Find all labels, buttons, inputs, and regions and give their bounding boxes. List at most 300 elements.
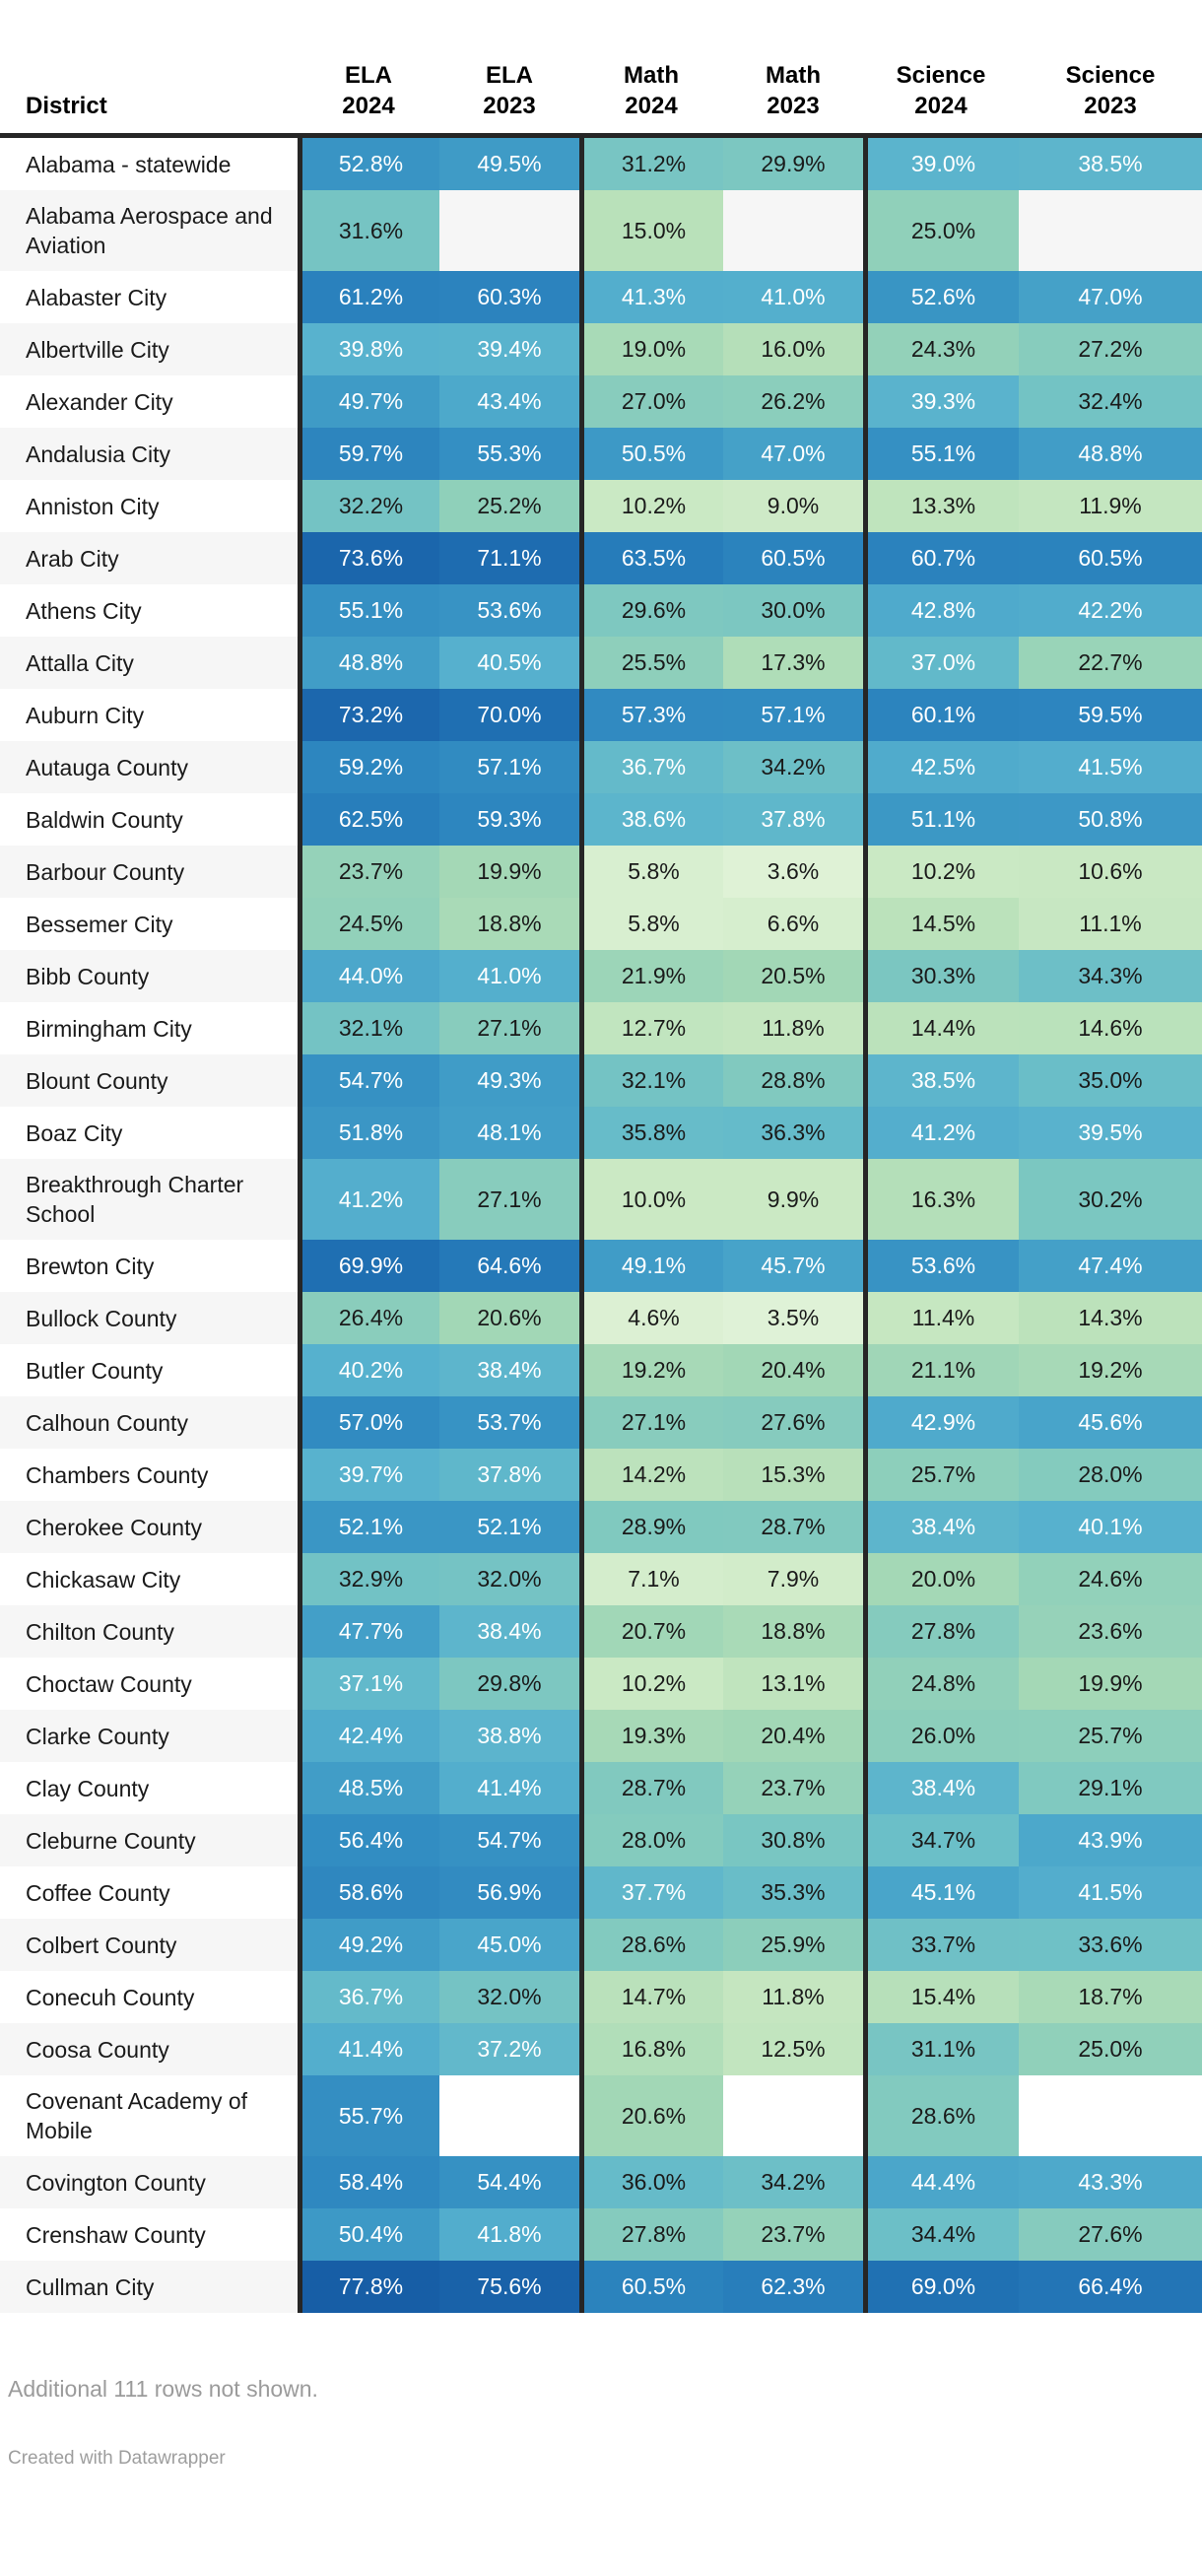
- district-cell: Colbert County: [0, 1919, 298, 1971]
- value-cell: 25.2%: [439, 480, 579, 532]
- value-cell: 41.2%: [863, 1107, 1019, 1159]
- value-cell: 13.1%: [723, 1658, 863, 1710]
- district-cell: Chambers County: [0, 1449, 298, 1501]
- value-cell: 27.1%: [439, 1002, 579, 1054]
- value-cell: 53.6%: [863, 1240, 1019, 1292]
- table-row: [0, 323, 1202, 375]
- value-cell: 23.6%: [1019, 1605, 1202, 1658]
- value-cell: 12.7%: [579, 1002, 723, 1054]
- value-cell: 63.5%: [579, 532, 723, 584]
- value-cell: 18.8%: [439, 898, 579, 950]
- value-cell: 38.5%: [863, 1054, 1019, 1107]
- district-cell: Brewton City: [0, 1240, 298, 1292]
- value-cell: 25.0%: [863, 190, 1019, 271]
- value-cell: 10.6%: [1019, 846, 1202, 898]
- value-cell: 25.7%: [1019, 1710, 1202, 1762]
- value-cell: 52.6%: [863, 271, 1019, 323]
- table-row: [0, 793, 1202, 846]
- table-row: [0, 1605, 1202, 1658]
- value-cell: 62.5%: [298, 793, 439, 846]
- value-cell: 52.8%: [298, 138, 439, 190]
- value-cell: 51.1%: [863, 793, 1019, 846]
- value-cell: 7.1%: [579, 1553, 723, 1605]
- value-cell: 29.1%: [1019, 1762, 1202, 1814]
- table-row: [0, 1240, 1202, 1292]
- district-cell: Athens City: [0, 584, 298, 637]
- column-header-subject: Math: [766, 62, 821, 89]
- value-cell: 75.6%: [439, 2261, 579, 2313]
- value-cell: 27.8%: [863, 1605, 1019, 1658]
- value-cell: 27.8%: [579, 2208, 723, 2261]
- value-cell: 16.3%: [863, 1159, 1019, 1240]
- value-cell: 45.7%: [723, 1240, 863, 1292]
- table-row: [0, 1762, 1202, 1814]
- table-row: [0, 480, 1202, 532]
- value-cell: 42.9%: [863, 1396, 1019, 1449]
- value-cell: 34.2%: [723, 2156, 863, 2208]
- value-cell: 20.0%: [863, 1553, 1019, 1605]
- value-cell: 27.6%: [1019, 2208, 1202, 2261]
- value-cell: 39.3%: [863, 375, 1019, 428]
- value-cell: 41.2%: [298, 1159, 439, 1240]
- value-cell: 34.7%: [863, 1814, 1019, 1866]
- value-cell: 41.4%: [298, 2023, 439, 2075]
- value-cell: 38.4%: [863, 1501, 1019, 1553]
- rows-not-shown-note: Additional 111 rows not shown.: [8, 2376, 318, 2402]
- table-row: [0, 1107, 1202, 1159]
- value-cell: 66.4%: [1019, 2261, 1202, 2313]
- value-cell: 37.0%: [863, 637, 1019, 689]
- value-cell: 19.2%: [579, 1344, 723, 1396]
- value-cell: 35.8%: [579, 1107, 723, 1159]
- value-cell: 20.4%: [723, 1344, 863, 1396]
- value-cell: 40.5%: [439, 637, 579, 689]
- value-cell: 9.0%: [723, 480, 863, 532]
- value-cell: 55.3%: [439, 428, 579, 480]
- value-cell: 22.7%: [1019, 637, 1202, 689]
- district-cell: Baldwin County: [0, 793, 298, 846]
- value-cell: 50.8%: [1019, 793, 1202, 846]
- value-cell: 5.8%: [579, 898, 723, 950]
- value-cell: 28.7%: [579, 1762, 723, 1814]
- district-cell: Alabama - statewide: [0, 138, 298, 190]
- value-cell: 10.2%: [579, 1658, 723, 1710]
- table-row: [0, 1658, 1202, 1710]
- value-cell: 37.1%: [298, 1658, 439, 1710]
- value-cell: 41.4%: [439, 1762, 579, 1814]
- value-cell: 42.4%: [298, 1710, 439, 1762]
- table-row: [0, 1292, 1202, 1344]
- value-cell: 40.1%: [1019, 1501, 1202, 1553]
- district-cell: Chilton County: [0, 1605, 298, 1658]
- value-cell: 16.8%: [579, 2023, 723, 2075]
- value-cell: 27.6%: [723, 1396, 863, 1449]
- value-cell: 20.7%: [579, 1605, 723, 1658]
- table-row: [0, 1553, 1202, 1605]
- value-cell: 19.2%: [1019, 1344, 1202, 1396]
- value-cell: 50.4%: [298, 2208, 439, 2261]
- value-cell: 73.6%: [298, 532, 439, 584]
- value-cell: 34.3%: [1019, 950, 1202, 1002]
- value-cell: 38.4%: [439, 1344, 579, 1396]
- table-row: [0, 532, 1202, 584]
- district-cell: Coosa County: [0, 2023, 298, 2075]
- value-cell: 36.0%: [579, 2156, 723, 2208]
- value-cell: 26.4%: [298, 1292, 439, 1344]
- value-cell: 57.0%: [298, 1396, 439, 1449]
- value-cell: 23.7%: [298, 846, 439, 898]
- value-cell: [1019, 2075, 1202, 2156]
- value-cell: 59.7%: [298, 428, 439, 480]
- value-cell: 48.8%: [298, 637, 439, 689]
- district-cell: Barbour County: [0, 846, 298, 898]
- value-cell: 18.8%: [723, 1605, 863, 1658]
- district-cell: Breakthrough Charter School: [0, 1159, 298, 1240]
- column-header-subject: Science: [896, 62, 986, 89]
- column-header-year: 2023: [483, 93, 536, 119]
- table-row: [0, 2156, 1202, 2208]
- table-row: [0, 1344, 1202, 1396]
- value-cell: 21.1%: [863, 1344, 1019, 1396]
- value-cell: 43.3%: [1019, 2156, 1202, 2208]
- district-cell: Cleburne County: [0, 1814, 298, 1866]
- table-row: [0, 190, 1202, 271]
- value-cell: 60.1%: [863, 689, 1019, 741]
- column-header-subject: Science: [1065, 62, 1156, 89]
- value-cell: 28.6%: [579, 1919, 723, 1971]
- district-cell: Choctaw County: [0, 1658, 298, 1710]
- table-row: [0, 1971, 1202, 2023]
- value-cell: 53.7%: [439, 1396, 579, 1449]
- value-cell: 55.1%: [863, 428, 1019, 480]
- column-header-ela-2023: [439, 60, 579, 133]
- column-header-science-2023: [1019, 60, 1202, 133]
- district-cell: Conecuh County: [0, 1971, 298, 2023]
- district-cell: Cherokee County: [0, 1501, 298, 1553]
- value-cell: 43.9%: [1019, 1814, 1202, 1866]
- value-cell: 32.1%: [298, 1002, 439, 1054]
- value-cell: 32.4%: [1019, 375, 1202, 428]
- value-cell: 28.9%: [579, 1501, 723, 1553]
- value-cell: 25.0%: [1019, 2023, 1202, 2075]
- column-header-year: 2023: [1084, 93, 1137, 119]
- value-cell: 52.1%: [298, 1501, 439, 1553]
- value-cell: 24.8%: [863, 1658, 1019, 1710]
- value-cell: [723, 190, 863, 271]
- value-cell: 45.6%: [1019, 1396, 1202, 1449]
- value-cell: 71.1%: [439, 532, 579, 584]
- value-cell: 18.7%: [1019, 1971, 1202, 2023]
- value-cell: 27.0%: [579, 375, 723, 428]
- value-cell: 42.2%: [1019, 584, 1202, 637]
- value-cell: 19.3%: [579, 1710, 723, 1762]
- district-cell: Boaz City: [0, 1107, 298, 1159]
- value-cell: 49.3%: [439, 1054, 579, 1107]
- value-cell: 35.0%: [1019, 1054, 1202, 1107]
- value-cell: 38.4%: [863, 1762, 1019, 1814]
- table-row: [0, 1814, 1202, 1866]
- value-cell: 23.7%: [723, 1762, 863, 1814]
- value-cell: 11.9%: [1019, 480, 1202, 532]
- value-cell: 26.0%: [863, 1710, 1019, 1762]
- value-cell: 34.2%: [723, 741, 863, 793]
- value-cell: 48.8%: [1019, 428, 1202, 480]
- value-cell: 57.3%: [579, 689, 723, 741]
- value-cell: 57.1%: [723, 689, 863, 741]
- table-row: [0, 1501, 1202, 1553]
- value-cell: 14.4%: [863, 1002, 1019, 1054]
- column-header-subject: Math: [624, 62, 679, 89]
- value-cell: 14.7%: [579, 1971, 723, 2023]
- column-header-year: 2023: [767, 93, 820, 119]
- value-cell: 60.5%: [579, 2261, 723, 2313]
- value-cell: 37.7%: [579, 1866, 723, 1919]
- value-cell: 45.1%: [863, 1866, 1019, 1919]
- table-row: [0, 689, 1202, 741]
- table-header: [0, 0, 1202, 138]
- value-cell: 20.6%: [439, 1292, 579, 1344]
- district-cell: Alabaster City: [0, 271, 298, 323]
- value-cell: 31.2%: [579, 138, 723, 190]
- table-row: [0, 375, 1202, 428]
- value-cell: 3.6%: [723, 846, 863, 898]
- district-cell: Albertville City: [0, 323, 298, 375]
- value-cell: 28.8%: [723, 1054, 863, 1107]
- value-cell: 41.0%: [723, 271, 863, 323]
- value-cell: 60.7%: [863, 532, 1019, 584]
- value-cell: 58.6%: [298, 1866, 439, 1919]
- value-cell: 24.5%: [298, 898, 439, 950]
- value-cell: 20.4%: [723, 1710, 863, 1762]
- value-cell: 36.3%: [723, 1107, 863, 1159]
- value-cell: 38.4%: [439, 1605, 579, 1658]
- value-cell: 48.1%: [439, 1107, 579, 1159]
- value-cell: 70.0%: [439, 689, 579, 741]
- table-row: [0, 1919, 1202, 1971]
- value-cell: 38.6%: [579, 793, 723, 846]
- value-cell: 28.0%: [579, 1814, 723, 1866]
- district-cell: Bullock County: [0, 1292, 298, 1344]
- table-row: [0, 1159, 1202, 1240]
- value-cell: 41.5%: [1019, 1866, 1202, 1919]
- district-cell: Alabama Aerospace and Aviation: [0, 190, 298, 271]
- district-cell: Birmingham City: [0, 1002, 298, 1054]
- value-cell: 11.8%: [723, 1002, 863, 1054]
- value-cell: [723, 2075, 863, 2156]
- value-cell: 69.0%: [863, 2261, 1019, 2313]
- value-cell: 62.3%: [723, 2261, 863, 2313]
- value-cell: 53.6%: [439, 584, 579, 637]
- column-header-district: District: [26, 93, 107, 119]
- table-row: [0, 2208, 1202, 2261]
- value-cell: 41.8%: [439, 2208, 579, 2261]
- district-cell: Andalusia City: [0, 428, 298, 480]
- district-cell: Covenant Academy of Mobile: [0, 2075, 298, 2156]
- district-cell: Alexander City: [0, 375, 298, 428]
- value-cell: 24.6%: [1019, 1553, 1202, 1605]
- value-cell: 33.7%: [863, 1919, 1019, 1971]
- value-cell: 3.5%: [723, 1292, 863, 1344]
- value-cell: 37.8%: [723, 793, 863, 846]
- column-header-math-2023: [723, 60, 863, 133]
- value-cell: 28.6%: [863, 2075, 1019, 2156]
- value-cell: 29.8%: [439, 1658, 579, 1710]
- value-cell: 35.3%: [723, 1866, 863, 1919]
- value-cell: 14.5%: [863, 898, 1019, 950]
- value-cell: 19.9%: [439, 846, 579, 898]
- table-row: [0, 898, 1202, 950]
- value-cell: 54.7%: [439, 1814, 579, 1866]
- column-header-year: 2024: [914, 93, 968, 119]
- table-row: [0, 584, 1202, 637]
- value-cell: 10.0%: [579, 1159, 723, 1240]
- value-cell: 43.4%: [439, 375, 579, 428]
- table-row: [0, 428, 1202, 480]
- value-cell: 37.2%: [439, 2023, 579, 2075]
- value-cell: [439, 190, 579, 271]
- value-cell: 24.3%: [863, 323, 1019, 375]
- table-row: [0, 271, 1202, 323]
- value-cell: 10.2%: [579, 480, 723, 532]
- value-cell: 28.0%: [1019, 1449, 1202, 1501]
- value-cell: 19.0%: [579, 323, 723, 375]
- column-header-subject: ELA: [486, 62, 533, 89]
- value-cell: 25.7%: [863, 1449, 1019, 1501]
- value-cell: 20.6%: [579, 2075, 723, 2156]
- value-cell: 59.5%: [1019, 689, 1202, 741]
- value-cell: 14.2%: [579, 1449, 723, 1501]
- value-cell: [1019, 190, 1202, 271]
- district-cell: Covington County: [0, 2156, 298, 2208]
- district-cell: Clarke County: [0, 1710, 298, 1762]
- value-cell: 25.9%: [723, 1919, 863, 1971]
- value-cell: 30.8%: [723, 1814, 863, 1866]
- table-row: [0, 2023, 1202, 2075]
- value-cell: 48.5%: [298, 1762, 439, 1814]
- value-cell: 59.3%: [439, 793, 579, 846]
- value-cell: 52.1%: [439, 1501, 579, 1553]
- value-cell: 73.2%: [298, 689, 439, 741]
- value-cell: 47.7%: [298, 1605, 439, 1658]
- value-cell: 20.5%: [723, 950, 863, 1002]
- table-row: [0, 2261, 1202, 2313]
- value-cell: 27.1%: [579, 1396, 723, 1449]
- value-cell: 38.8%: [439, 1710, 579, 1762]
- value-cell: 32.0%: [439, 1553, 579, 1605]
- value-cell: 56.4%: [298, 1814, 439, 1866]
- district-cell: Butler County: [0, 1344, 298, 1396]
- value-cell: 64.6%: [439, 1240, 579, 1292]
- value-cell: 40.2%: [298, 1344, 439, 1396]
- value-cell: 14.6%: [1019, 1002, 1202, 1054]
- value-cell: 6.6%: [723, 898, 863, 950]
- value-cell: 41.3%: [579, 271, 723, 323]
- value-cell: 28.7%: [723, 1501, 863, 1553]
- value-cell: 54.7%: [298, 1054, 439, 1107]
- value-cell: 30.3%: [863, 950, 1019, 1002]
- value-cell: 27.2%: [1019, 323, 1202, 375]
- district-cell: Chickasaw City: [0, 1553, 298, 1605]
- value-cell: 59.2%: [298, 741, 439, 793]
- value-cell: 14.3%: [1019, 1292, 1202, 1344]
- column-header-math-2024: [579, 60, 723, 133]
- value-cell: 32.0%: [439, 1971, 579, 2023]
- value-cell: 55.1%: [298, 584, 439, 637]
- value-cell: 30.0%: [723, 584, 863, 637]
- district-cell: Autauga County: [0, 741, 298, 793]
- value-cell: 41.0%: [439, 950, 579, 1002]
- value-cell: 4.6%: [579, 1292, 723, 1344]
- district-cell: Attalla City: [0, 637, 298, 689]
- value-cell: 38.5%: [1019, 138, 1202, 190]
- value-cell: 49.2%: [298, 1919, 439, 1971]
- table-row: [0, 1449, 1202, 1501]
- value-cell: 19.9%: [1019, 1658, 1202, 1710]
- table-row: [0, 1710, 1202, 1762]
- district-cell: Cullman City: [0, 2261, 298, 2313]
- value-cell: 32.2%: [298, 480, 439, 532]
- district-cell: Anniston City: [0, 480, 298, 532]
- value-cell: 5.8%: [579, 846, 723, 898]
- value-cell: 12.5%: [723, 2023, 863, 2075]
- value-cell: 33.6%: [1019, 1919, 1202, 1971]
- datawrapper-credit: Created with Datawrapper: [8, 2448, 226, 2469]
- value-cell: 54.4%: [439, 2156, 579, 2208]
- value-cell: 30.2%: [1019, 1159, 1202, 1240]
- district-cell: Bibb County: [0, 950, 298, 1002]
- column-header-year: 2024: [625, 93, 678, 119]
- value-cell: 11.8%: [723, 1971, 863, 2023]
- value-cell: 58.4%: [298, 2156, 439, 2208]
- value-cell: 29.6%: [579, 584, 723, 637]
- value-cell: 39.5%: [1019, 1107, 1202, 1159]
- value-cell: 42.5%: [863, 741, 1019, 793]
- value-cell: 49.1%: [579, 1240, 723, 1292]
- value-cell: 32.1%: [579, 1054, 723, 1107]
- value-cell: 21.9%: [579, 950, 723, 1002]
- value-cell: 31.6%: [298, 190, 439, 271]
- value-cell: 15.0%: [579, 190, 723, 271]
- value-cell: 9.9%: [723, 1159, 863, 1240]
- district-cell: Auburn City: [0, 689, 298, 741]
- value-cell: 42.8%: [863, 584, 1019, 637]
- value-cell: 11.1%: [1019, 898, 1202, 950]
- table-row: [0, 846, 1202, 898]
- value-cell: 15.3%: [723, 1449, 863, 1501]
- district-cell: Clay County: [0, 1762, 298, 1814]
- value-cell: 50.5%: [579, 428, 723, 480]
- value-cell: 11.4%: [863, 1292, 1019, 1344]
- value-cell: 60.5%: [1019, 532, 1202, 584]
- value-cell: 25.5%: [579, 637, 723, 689]
- table-row: [0, 1866, 1202, 1919]
- value-cell: 49.7%: [298, 375, 439, 428]
- value-cell: 39.7%: [298, 1449, 439, 1501]
- district-cell: Blount County: [0, 1054, 298, 1107]
- value-cell: 51.8%: [298, 1107, 439, 1159]
- table-row: [0, 1054, 1202, 1107]
- value-cell: 44.0%: [298, 950, 439, 1002]
- value-cell: 49.5%: [439, 138, 579, 190]
- value-cell: 47.0%: [723, 428, 863, 480]
- value-cell: 56.9%: [439, 1866, 579, 1919]
- value-cell: 39.8%: [298, 323, 439, 375]
- table-row: [0, 1396, 1202, 1449]
- value-cell: 60.5%: [723, 532, 863, 584]
- table-row: [0, 950, 1202, 1002]
- value-cell: 41.5%: [1019, 741, 1202, 793]
- value-cell: 36.7%: [579, 741, 723, 793]
